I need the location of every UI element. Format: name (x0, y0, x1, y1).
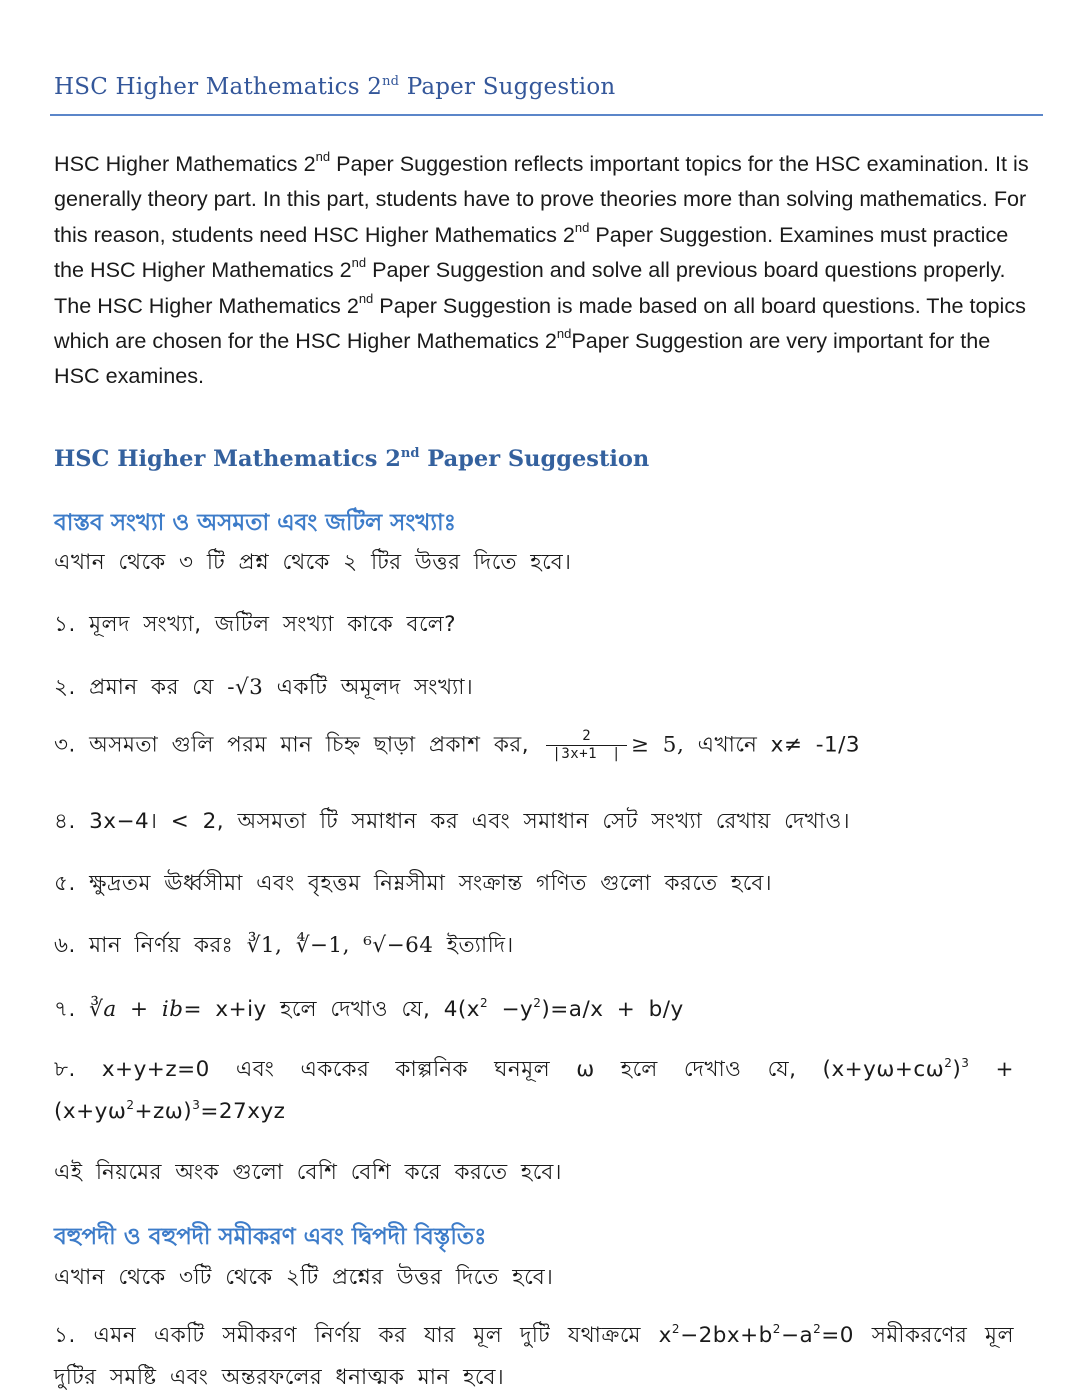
chapter-1-note: এই নিয়মের অংক গুলো বেশি বেশি করে করতে হবে। (54, 1160, 563, 1185)
fraction: $\frac{2}{|3x+1 |}$ (546, 728, 627, 763)
question-1-8: ৮. x+y+z=0 এবং এককের কাল্পনিক ঘনমূল ω হলে দেখাও যে, $(x+y\omega+c\omega^2)^3 +(x+y\omega^2+z\omega)^3=27xyz$ (54, 1056, 1015, 1124)
question-1-1: ১. মূলদ সংখ্যা, জটিল সংখ্যা কাকে বলে? (54, 612, 457, 637)
intro-paragraph: HSC Higher Mathematics 2nd Paper Suggestion reflects important topics for the HSC examination. It is generally theory part. In this part, students have to prove theories more than solving mathematics. For this reason, students need HSC Higher Mathematics 2nd Paper Suggestion. Examines must practice the HSC Higher Mathematics 2nd Paper Suggestion and solve all previous board questions properly. The HSC Higher Mathematics 2nd Paper Suggestion is made based on all board questions. The topics which are chosen for the HSC Higher Mathematics 2ndPaper Suggestion are very important for the HSC examines. (54, 149, 1029, 389)
chapter-1-instruction: এখান থেকে ৩ টি প্রশ্ন থেকে ২ টির উত্তর দিতে হবে। (54, 550, 572, 575)
title-divider (50, 114, 1043, 116)
chapter-2-instruction: এখান থেকে ৩টি থেকে ২টি প্রশ্নের উত্তর দিতে হবে। (54, 1265, 554, 1290)
section-heading: HSC Higher Mathematics 2nd Paper Suggestion (54, 446, 650, 472)
question-1-5: ৫. ক্ষুদ্রতম ঊর্ধ্বসীমা এবং বৃহত্তম নিম্নসীমা সংক্রান্ত গণিত গুলো করতে হবে। (54, 871, 773, 896)
question-1-4: ৪. 3x−4। < 2, অসমতা টি সমাধান কর এবং সমাধান সেট সংখ্যা রেখায় দেখাও। (54, 809, 851, 834)
question-1-3: ৩. অসমতা গুলি পরম মান চিহ্ন ছাড়া প্রকাশ কর, $\frac{2}{|3x+1 |}$ ≥ 5, এখানে x≠ -1/3 (54, 728, 861, 762)
question-1-2: ২. প্রমান কর যে -√3 একটি অমূলদ সংখ্যা। (54, 675, 474, 700)
chapter-1-heading: বাস্তব সংখ্যা ও অসমতা এবং জটিল সংখ্যাঃ (54, 510, 456, 536)
chapter-2-heading: বহুপদী ও বহুপদী সমীকরণ এবং দ্বিপদী বিস্তৃতিঃ (54, 1224, 487, 1250)
question-1-7: ৭. ∛a + ib= x+iy হলে দেখাও যে, $4(x^2 -y^2)=a/x + b/y$ (54, 996, 684, 1022)
question-2-1: ১. এমন একটি সমীকরণ নির্ণয় কর যার মূল দুটি যথাক্রমে $x^2-2bx+b^2-a^2=0$ সমীকরণের মূল দুটির সমষ্টি এবং অন্তরফলের ধনাত্মক মান হবে। (54, 1322, 1014, 1390)
document-title: HSC Higher Mathematics 2nd Paper Suggestion (54, 74, 616, 100)
question-1-6: ৬. মান নির্ণয় করঃ ∛1, ∜−1, ⁶√−64 ইত্যাদি। (54, 933, 514, 958)
